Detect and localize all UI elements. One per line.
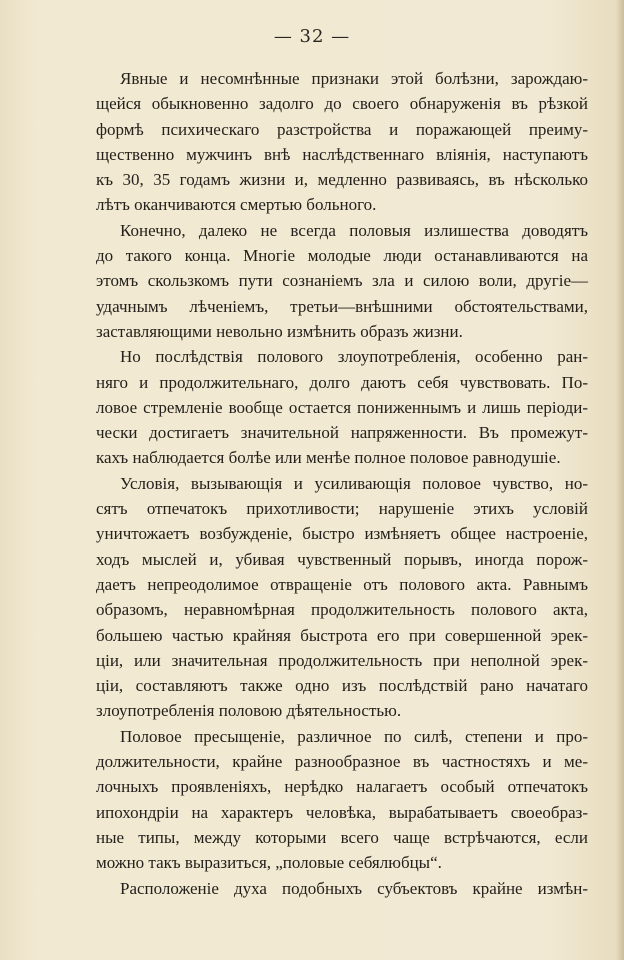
text-line: можно такъ выразиться, „половые себялюбцы“.: [96, 853, 442, 873]
text-line: большею частью крайняя быстрота его при совершенной эрек-: [96, 625, 588, 645]
text-line: Условія, вызывающія и усиливающія половое чувство, но-: [120, 473, 588, 493]
text-line: Но послѣдствія полового злоупотребленія, особенно ран-: [120, 347, 588, 367]
text-line: удачнымъ лѣченіемъ, третьи—внѣшними обстоятельствами,: [96, 296, 588, 316]
page-number: — 32 —: [273, 26, 351, 47]
paragraph: [96, 218, 588, 344]
body-text: [96, 66, 588, 901]
text-line: уничтожаетъ возбужденіе, быстро измѣняетъ общее настроеніе,: [96, 524, 588, 544]
text-line: образомъ, неравномѣрная продолжительность полового акта,: [96, 600, 588, 620]
text-line: Расположеніе духа подобныхъ субъектовъ крайне измѣн-: [120, 878, 588, 898]
text-line: лѣтъ оканчиваются смертью больного.: [96, 195, 377, 215]
text-line: ные типы, между которыми всего чаще встрѣчаются, если: [96, 827, 588, 847]
text-line: Конечно, далеко не всегда половыя излишества доводятъ: [120, 220, 588, 240]
text-line: этомъ скользкомъ пути сознаніемъ зла и силою воли, другіе—: [96, 271, 588, 291]
text-line: даетъ непреодолимое отвращеніе отъ полового акта. Равнымъ: [96, 574, 588, 594]
text-line: ловое стремленіе вообще остается пониженнымъ и лишь періоди-: [96, 397, 588, 417]
paragraph: [96, 876, 588, 901]
text-line: щественно мужчинъ внѣ наслѣдственнаго вліянія, наступаютъ: [96, 144, 588, 164]
text-line: заставляющими невольно измѣнить образъ жизни.: [96, 321, 463, 341]
paragraph: [96, 344, 588, 470]
text-line: ціи, или значительная продолжительность при неполной эрек-: [96, 650, 588, 670]
text-line: кахъ наблюдается болѣе или менѣе полное половое равнодушіе.: [96, 448, 561, 468]
text-line: до такого конца. Многіе молодые люди останавливаются на: [96, 246, 588, 266]
text-line: Половое пресыщеніе, различное по силѣ, степени и про-: [120, 726, 588, 746]
paragraph: [96, 724, 588, 876]
text-line: формѣ психическаго разстройства и поражающей преиму-: [96, 119, 588, 139]
text-line: Явные и несомнѣнные признаки этой болѣзни, зарождаю-: [120, 69, 588, 88]
text-line: злоупотребленія половою дѣятельностью.: [96, 701, 402, 721]
paragraph: [96, 471, 588, 724]
text-line: лочныхъ проявленіяхъ, нерѣдко налагаетъ особый отпечатокъ: [96, 777, 588, 797]
paragraph: [96, 66, 588, 218]
text-line: должительности, крайне разнообразное въ частностяхъ и ме-: [96, 752, 588, 772]
page-edge-shadow: [616, 0, 624, 960]
text-line: чески достигаетъ значительной напряженности. Въ промежут-: [96, 423, 588, 443]
text-line: ходъ мыслей и, убивая чувственный порывъ, иногда порож-: [96, 549, 588, 569]
text-line: ціи, составляютъ также одно изъ послѣдствій рано начатаго: [96, 676, 588, 696]
text-line: къ 30, 35 годамъ жизни и, медленно развиваясь, въ нѣсколько: [96, 170, 588, 190]
text-line: щейся обыкновенно задолго до своего обнаруженія въ рѣзкой: [96, 94, 588, 114]
text-line: няго и продолжительнаго, долго даютъ себя чувствовать. По-: [96, 372, 588, 392]
text-line: сятъ отпечатокъ прихотливости; нарушеніе этихъ условій: [96, 499, 588, 519]
text-line: ипохондріи на характеръ человѣка, вырабатываетъ своеобраз-: [96, 802, 588, 822]
